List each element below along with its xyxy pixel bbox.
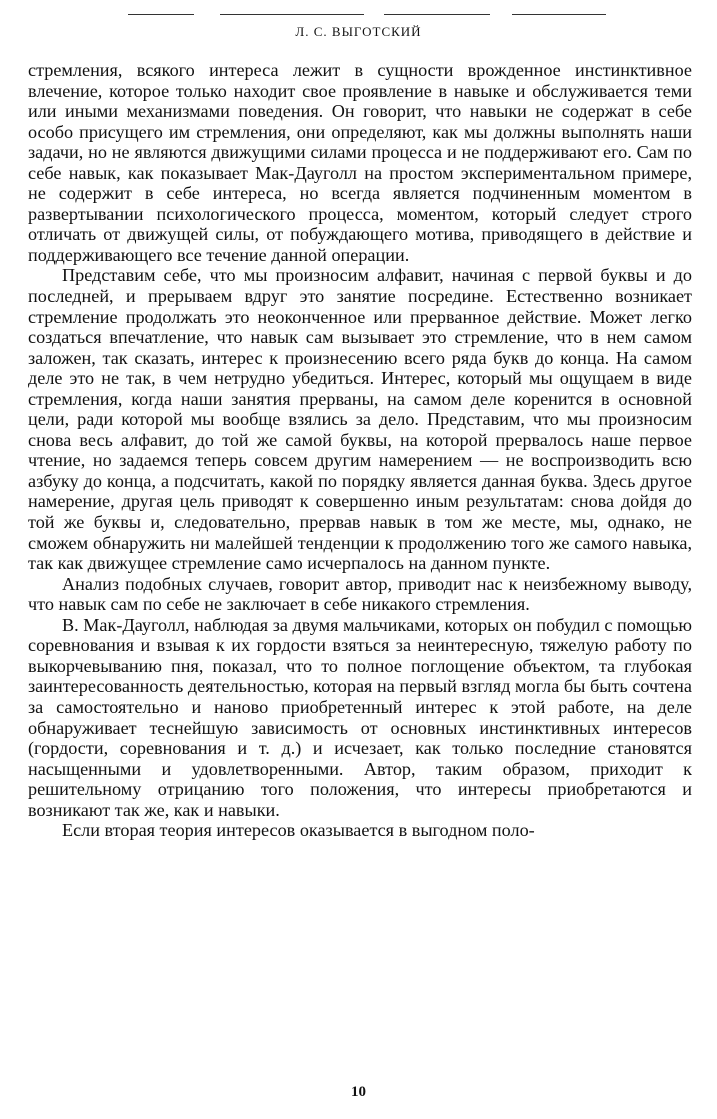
- running-head: Л. С. ВЫГОТСКИЙ: [295, 24, 422, 39]
- paragraph-1: стремления, всякого интереса лежит в сущности врожденное инстинктивное влечение, которое только находит свое проявление в навыке и обслуживается теми или иными механизмами поведения. Он говорит, что навыки не содержат в себе особо присущего им стремления, они определяют, как мы должны выполнять наши задачи, но не являются движущими силами процесса и не поддерживают его. Сам по себе навык, как показывает Мак-Дауголл на простом экспериментальном примере, не содержит в себе интереса, но всегда является подчиненным моментом в развертывании психологического процесса, моментом, который следует строго отличать от движущей силы, от побуждающего мотива, приводящего в действие и поддерживающего все течение данной операции.: [28, 60, 692, 265]
- paragraph-2: Представим себе, что мы произносим алфавит, начиная с первой буквы и до последней, и прерываем вдруг это занятие посредине. Естественно возникает стремление продолжать это неоконченное или прерванное действие. Может легко создаться впечатление, что навык сам вызывает это стремление, что в нем самом заложен, так сказать, интерес к произнесению всего ряда букв до конца. На самом деле это не так, в чем нетрудно убедиться. Интерес, который мы ощущаем в виде стремления, когда наши занятия прерваны, на самом деле коренится в основной цели, ради которой мы вообще взялись за дело. Представим, что мы произносим снова весь алфавит, до той же самой буквы, на которой прервалось наше первое чтение, но задаемся теперь совсем другим намерением — не воспроизводить всю азбуку до конца, а подсчитать, какой по порядку является данная буква. Здесь другое намерение, другая цель приводят к совершенно иным результатам: снова дойдя до той же буквы и, следовательно, прервав навык в том же месте, мы, однако, не сможем обнаружить ни малейшей тенденции к продолжению того же самого навыка, так как движущее стремление само исчерпалось на данном пункте.: [28, 265, 692, 574]
- page-number: 10: [351, 1084, 366, 1100]
- header-rules: [128, 14, 606, 18]
- paragraph-3: Анализ подобных случаев, говорит автор, приводит нас к неизбежному выводу, что навык сам по себе не заключает в себе никакого стремления.: [28, 573, 692, 615]
- paragraph-4: В. Мак-Дауголл, наблюдая за двумя мальчиками, которых он побудил с помощью соревнования и взывая к их гордости взяться за неинтересную, тяжелую работу по выкорчевыванию пня, показал, что то полное поглощение объектом, та глубокая заинтересованность деятельностью, которая на первый взгляд могла бы быть сочтена за самостоятельно и наново приобретенный интерес к этой работе, на деле обнаруживает теснейшую зависимость от основных инстинктивных интересов (гордости, соревнования и т. д.) и исчезает, как только последние становятся насыщенными и удовлетворенными. Автор, таким образом, приходит к решительному отрицанию того положения, что интересы приобретаются и возникают так же, как и навыки.: [28, 614, 692, 820]
- page-body: [28, 60, 692, 841]
- paragraph-5: Если вторая теория интересов оказывается в выгодном поло-: [62, 820, 535, 841]
